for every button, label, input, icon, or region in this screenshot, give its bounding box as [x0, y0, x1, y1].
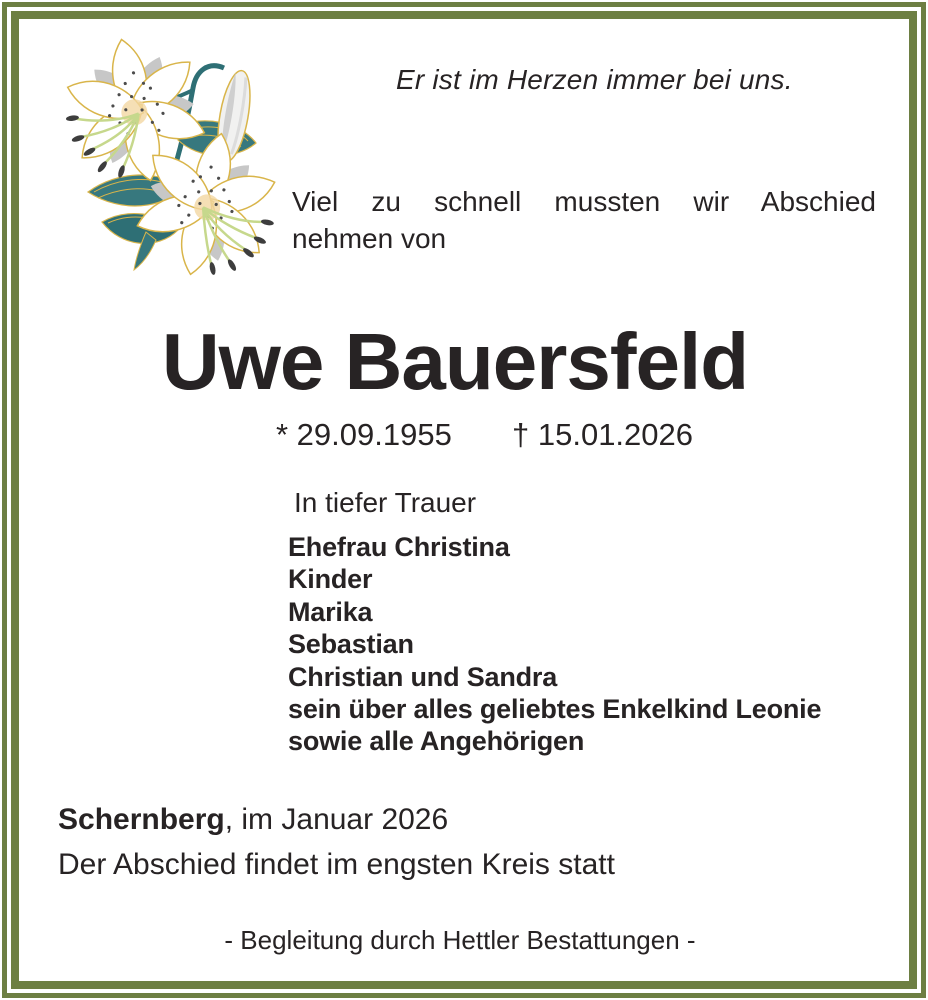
deceased-name: Uwe Bauersfeld [161, 317, 749, 406]
farewell-note: Der Abschied findet im engsten Kreis statt [58, 848, 615, 881]
mourner-line: Kinder [288, 564, 373, 595]
mourner-line: Sebastian [288, 629, 414, 660]
mourner-line: sowie alle Angehörigen [288, 726, 585, 757]
intro-text [292, 183, 876, 257]
death-date: † 15.01.2026 [512, 417, 694, 452]
funeral-home-line: - Begleitung durch Hettler Bestattungen - [224, 925, 696, 955]
mourner-line: Ehefrau Christina [288, 532, 510, 562]
mourner-line: Marika [288, 596, 373, 627]
intro-line-1: Viel zu schnell mussten wir Abschied [292, 186, 876, 217]
place-date-suffix: , im Januar 2026 [224, 803, 449, 836]
mourner-line: sein über alles geliebtes Enkelkind Leonie [288, 694, 822, 725]
epigraph: Er ist im Herzen immer bei uns. [396, 64, 793, 95]
mourning-intro: In tiefer Trauer [294, 487, 477, 518]
birth-date: * 29.09.1955 [276, 417, 452, 452]
place-name: Schernberg [58, 803, 225, 836]
lily-illustration [26, 14, 286, 286]
mourner-line: Christian und Sandra [288, 661, 558, 692]
mourners-list [288, 531, 821, 758]
place-date-line [58, 803, 448, 837]
intro-line-2: nehmen von [292, 223, 447, 254]
lily-bloom-upper [54, 27, 219, 193]
